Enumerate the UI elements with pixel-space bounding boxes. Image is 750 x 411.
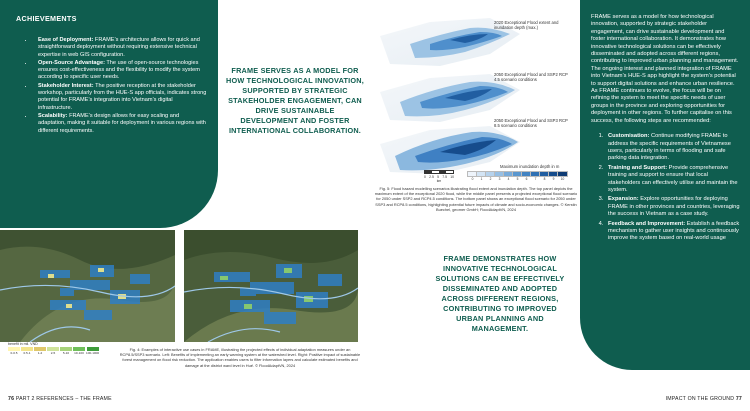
scale-tick: 7.5 [442,175,447,179]
recommendation-item [605,196,740,218]
flood-legend-cell [558,171,567,181]
recommendation-head: Training and Support: [608,164,668,171]
achievement-item [34,83,208,112]
scale-tick: 10 [450,175,454,179]
achievement-head: Ease of Deployment: [38,37,94,43]
achievement-head: Stakeholder Interest: [38,82,94,89]
flood-legend-label: 5 [516,177,519,181]
benefit-legend-cell [86,347,99,355]
recommendation-head: Feedback and Improvement: [608,220,686,227]
scale-tick: 2.5 [429,175,434,179]
benefit-legend-cell [47,347,59,355]
satellite-map-forest-management [184,230,358,342]
flood-legend-label: 10 [560,177,565,181]
benefit-legend-cell [60,347,72,355]
achievement-head: Scalability: [38,112,68,119]
footer-left-text: PART 2 REFERENCES – THE FRAME [14,396,112,402]
achievement-body: FRAME’s architecture allows for quick and straightforward deployment without requiring extensive technical expertise in web GIS configuration. [38,37,200,58]
achievement-item [34,113,208,135]
satellite-map-early-warning [0,230,175,342]
scale-unit: km [436,179,442,183]
achievements-list [16,37,208,135]
scale-tick: 0 [424,175,426,179]
recommendations-intro: FRAME serves as a model for how technological innovation, supported by strategic stakeholder engagement, can drive sustainable development and foster international collaboration. It demonstrates how innovative technological solutions can be effectively disseminated and adopted across different regions, contributing to improved urban planning and management. The ongoing interest and planned integration of FRAME into Vietnam’s HUE-S app highlight the system’s potential to support digital solutions and enhance urban resilience. As FRAME continues to evolve, the focus will be on refining the system to meet the specific needs of user groups in the province and exploring opportunities for deployment in other regions. To further capitalise on this success, the following steps are recommended: [591,14,739,124]
recommendation-body: Provide comprehensive training and support to ensure that local stakeholders can effectively utilise and maintain the system. [608,164,738,193]
footer-left [8,396,112,402]
achievement-item [34,37,208,59]
recommendation-item [605,165,740,195]
recommendations-panel [580,0,750,370]
benefit-legend-label: 10-100 [74,351,84,355]
footer-right [666,396,742,402]
flood-legend-label: 2 [489,177,492,181]
benefit-legend-label: 5-10 [62,351,70,355]
benefit-legend-cell [8,347,20,355]
flood-legend-title: Maximum inundation depth in m [500,164,560,169]
flood-legend-label: 6 [525,177,528,181]
page-number-right: 77 [735,396,742,402]
recommendation-item [605,133,740,163]
benefit-legend-cell [34,347,46,355]
flood-map-label-ssp2: 2050 Exceptional Flood and SSP2 RCP 4.5 scenario conditions [494,72,568,82]
benefit-legend-label: 0.5-1 [23,351,31,355]
achievement-item [34,60,208,82]
benefit-legend-title: benefit in mil. VND [8,342,38,346]
recommendation-body: Explore opportunities for deploying FRAME in other provinces and countries, leveraging the success in Vietnam as a case study. [608,196,740,218]
achievement-head: Open-Source Advantage: [38,59,105,66]
flood-legend-label: 3 [498,177,501,181]
achievement-body: The use of open-source technologies ensures cost-effectiveness and the flexibility to modify the system according to specific user needs. [38,59,200,81]
benefit-legend-label: 2-5 [50,351,56,355]
flood-legend-label: 8 [543,177,546,181]
recommendation-body: Establish a feedback mechanism to gather user insights and continuously improve the system based on real-world usage [608,220,740,242]
benefit-legend-label: 1-2 [37,351,43,355]
flood-map-2050-ssp3 [380,126,520,174]
figure-5-caption: Fig. 5: Flood hazard modelling scenarios illustrating flood extent and inundation depth. The top panel depicts the maximum extent of the exceptional 2020 flood, while the middle panel presents a projected exceptional flood scenario for 2050 under SSP2 and RCP4.5 conditions. The bottom panel shows an exceptional flood scenario for 2050 under SSP3 and RCP8.5 conditions, highlighting potential future impacts of climate and socio-economic changes. © Kerstin Buechel, geomer GmbH; FloodAdaptVN, 2024 [374,186,578,212]
flood-map-label-ssp3: 2050 Exceptional Flood and SSP3 RCP 8.5 scenario conditions [494,118,568,128]
page-number-left: 76 [8,396,15,402]
flood-legend-label: 4 [507,177,510,181]
recommendation-head: Customisation: [608,133,650,140]
flood-legend-label: 7 [534,177,537,181]
benefit-legend-label: 0-0.5 [10,351,18,355]
flood-legend-label: 9 [552,177,555,181]
recommendation-body: Continue modifying FRAME to address the specific requirements of Vietnamese users, particularly in terms of flooding and safe parking data integration. [608,133,731,162]
recommendation-item [605,221,740,243]
footer-right-text: IMPACT ON THE GROUND [665,396,736,402]
map-scale-bar [424,170,454,183]
benefit-legend [8,347,100,355]
achievements-title: ACHIEVEMENTS [16,14,77,23]
benefit-legend-label: 100-1000 [86,351,100,355]
flood-map-label-2020: 2020 Exceptional Flood extent and inundation depth (max.) [494,20,559,30]
pull-quote-1: FRAME SERVES AS A MODEL FOR HOW TECHNOLOGICAL INNOVATION, SUPPORTED BY STRATEGIC STAKEHOLDER ENGAGEMENT, CAN DRIVE SUSTAINABLE DEVELOPMENT AND FOSTER INTERNATIONAL COLLABORATION. [226,66,364,135]
recommendation-head: Expansion: [608,196,639,203]
achievements-panel [0,0,218,228]
achievement-body: The positive reception at the stakeholder workshop, particularly from the HUE-S app officials, indicates strong potential for FRAME’s integration into Vietnam’s digital infrastructure. [38,82,207,111]
benefit-legend-cell [21,347,33,355]
flood-legend-label: 1 [480,177,483,181]
achievement-body: FRAME’s design allows for easy scaling and adaptation, making it suitable for deployment in various regions with different requirements. [38,112,206,134]
pull-quote-2: FRAME DEMONSTRATES HOW INNOVATIVE TECHNOLOGICAL SOLUTIONS CAN BE EFFECTIVELY DISSEMINATED AND ADOPTED ACROSS DIFFERENT REGIONS, CONTRIBUTING TO IMPROVED URBAN PLANNING AND MANAGEMENT. [435,254,565,333]
flood-depth-legend [468,171,567,181]
flood-legend-label: 0 [471,177,474,181]
benefit-legend-cell [73,347,85,355]
figure-4-caption: Fig. 4: Examples of interactive use cases in FRAME, illustrating the projected effects of individual adaptation measures under an RCP8.5/SSP3 scenario. Left: Benefits of implementing an early warning system at the watershed level. Right: Positive impact of sustainable forest management on flood risk reduction. The application enables users to filter information layers and calculate estimated benefits and damage at the district ward level in Huế. © FloodAdaptVN, 2024 [119,347,361,368]
scale-tick: 5 [437,175,439,179]
recommendations-list [591,133,740,243]
